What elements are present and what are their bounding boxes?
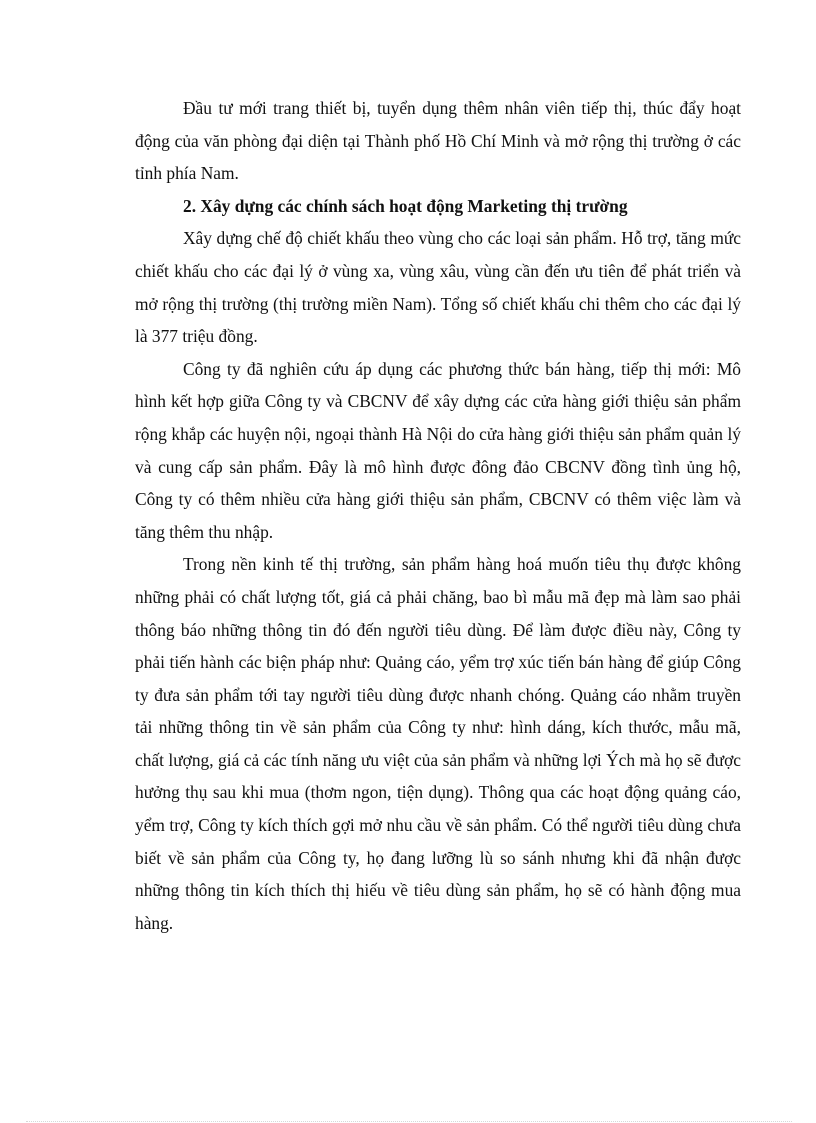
paragraph-discount-policy: Xây dựng chế độ chiết khấu theo vùng cho các loại sản phẩm. Hỗ trợ, tăng mức chiết khấu cho các đại lý ở vùng xa, vùng xâu, vùng cần đến ưu tiên để phát triển và mở rộng thị trường (thị trường miền Nam). Tổng số chiết khấu chi thêm cho các đại lý là 377 triệu đồng. xyxy=(135,228,741,347)
paragraph-advertising: Trong nền kinh tế thị trường, sản phẩm hàng hoá muốn tiêu thụ được không những phải có chất lượng tốt, giá cả phải chăng, bao bì mẫu mã đẹp mà làm sao phải thông báo những thông tin đó đến người tiêu dùng. Để làm được điều này, Công ty phải tiến hành các biện pháp như: Quảng cáo, yểm trợ xúc tiến bán hàng để giúp Công ty đưa sản phẩm tới tay người tiêu dùng được nhanh chóng. Quảng cáo nhằm truyền tải những thông tin về sản phẩm của Công ty như: hình dáng, kích thước, mẫu mã, chất lượng, giá cả các tính năng ưu việt của sản phẩm và những lợi Ých mà họ sẽ được hưởng thụ sau khi mua (thơm ngon, tiện dụng). Thông qua các hoạt động quảng cáo, yểm trợ, Công ty kích thích gợi mở nhu cầu về sản phẩm. Có thể người tiêu dùng chưa biết về sản phẩm của Công ty, họ đang lưỡng lù so sánh nhưng khi đã nhận được những thông tin kích thích thị hiếu về tiêu dùng sản phẩm, họ sẽ có hành động mua hàng. xyxy=(135,554,741,933)
page-bottom-divider xyxy=(26,1121,792,1122)
paragraph-investment: Đầu tư mới trang thiết bị, tuyển dụng thêm nhân viên tiếp thị, thúc đẩy hoạt động của văn phòng đại diện tại Thành phố Hồ Chí Minh và mở rộng thị trường ở các tỉnh phía Nam. xyxy=(135,98,741,184)
document-body xyxy=(135,92,741,939)
paragraph-sales-methods: Công ty đã nghiên cứu áp dụng các phương thức bán hàng, tiếp thị mới: Mô hình kết hợp giữa Công ty và CBCNV để xây dựng các cửa hàng giới thiệu sản phẩm rộng khắp các huyện nội, ngoại thành Hà Nội do cửa hàng giới thiệu sản phẩm quản lý và cung cấp sản phẩm. Đây là mô hình được đông đảo CBCNV đồng tình ủng hộ, Công ty có thêm nhiều cửa hàng giới thiệu sản phẩm, CBCNV có thêm việc làm và tăng thêm thu nhập. xyxy=(135,358,741,542)
section-heading-marketing-policy: 2. Xây dựng các chính sách hoạt động Marketing thị trường xyxy=(183,195,628,216)
